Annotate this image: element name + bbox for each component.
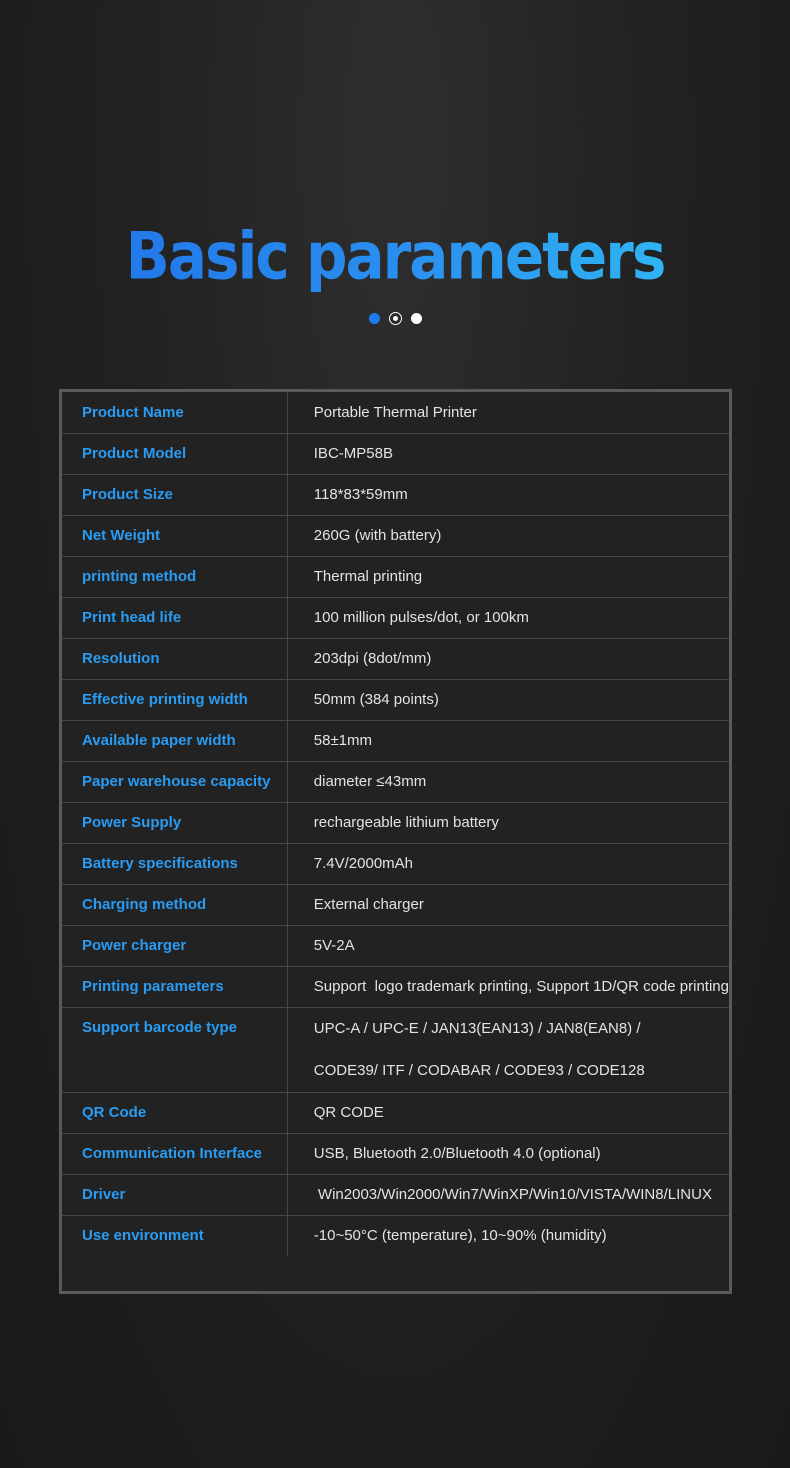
spec-label: Power charger [62, 925, 287, 966]
spec-label: Power Supply [62, 802, 287, 843]
spec-value: Thermal printing [287, 556, 729, 597]
spec-label: Net Weight [62, 515, 287, 556]
spec-label: Product Name [62, 392, 287, 433]
table-row [62, 925, 729, 966]
spec-value: IBC-MP58B [287, 433, 729, 474]
spec-value [287, 1007, 729, 1092]
page-title: Basic parameters [0, 213, 790, 298]
table-row [62, 392, 729, 433]
table-row [62, 802, 729, 843]
spec-value: 100 million pulses/dot, or 100km [287, 597, 729, 638]
spec-value: 203dpi (8dot/mm) [287, 638, 729, 679]
table-row [62, 1007, 729, 1092]
spec-value: External charger [287, 884, 729, 925]
spec-label: QR Code [62, 1092, 287, 1133]
spec-label: Print head life [62, 597, 287, 638]
spec-label: Available paper width [62, 720, 287, 761]
spec-label: Support barcode type [62, 1007, 287, 1092]
spec-label: Resolution [62, 638, 287, 679]
spec-label: Communication Interface [62, 1133, 287, 1174]
pagination-dot-active [369, 313, 380, 324]
spec-table-grid [62, 392, 729, 1256]
table-row [62, 1215, 729, 1256]
table-row [62, 720, 729, 761]
table-row [62, 638, 729, 679]
spec-table [59, 389, 732, 1294]
spec-label: Driver [62, 1174, 287, 1215]
spec-value-line-1: UPC-A / UPC-E / JAN13(EAN13) / JAN8(EAN8) / [313, 1019, 641, 1037]
spec-value: diameter ≤43mm [287, 761, 729, 802]
table-row [62, 761, 729, 802]
spec-label: Charging method [62, 884, 287, 925]
spec-value: -10~50°C (temperature), 10~90% (humidity) [313, 1227, 607, 1245]
table-row [62, 1133, 729, 1174]
spec-value: 260G (with battery) [287, 515, 729, 556]
spec-value: 5V-2A [287, 925, 729, 966]
spec-value: Portable Thermal Printer [287, 392, 729, 433]
table-row [62, 1092, 729, 1133]
spec-label: printing method [62, 556, 287, 597]
table-row [62, 884, 729, 925]
pagination-dots [0, 313, 790, 324]
table-row [62, 556, 729, 597]
spec-value: 118*83*59mm [287, 474, 729, 515]
spec-value-line-2: CODE39/ ITF / CODABAR / CODE93 / CODE128 [313, 1061, 645, 1079]
spec-value: 7.4V/2000mAh [287, 843, 729, 884]
spec-label: Product Size [62, 474, 287, 515]
table-row [62, 1174, 729, 1215]
spec-value: Support logo trademark printing, Support 1D/QR code printing [287, 966, 729, 1007]
spec-label: Paper warehouse capacity [62, 761, 287, 802]
spec-value: 58±1mm [287, 720, 729, 761]
spec-value: USB, Bluetooth 2.0/Bluetooth 4.0 (optional) [287, 1133, 729, 1174]
spec-value: rechargeable lithium battery [287, 802, 729, 843]
table-row [62, 474, 729, 515]
spec-label: Battery specifications [62, 843, 287, 884]
spec-label: Product Model [62, 433, 287, 474]
spec-value: 50mm (384 points) [287, 679, 729, 720]
table-row [62, 597, 729, 638]
spec-label: Printing parameters [62, 966, 287, 1007]
spec-label: Use environment [62, 1215, 287, 1256]
table-row [62, 433, 729, 474]
table-row [62, 679, 729, 720]
pagination-dot [411, 313, 422, 324]
spec-value: Win2003/Win2000/Win7/WinXP/Win10/VISTA/WIN8/LINUX [287, 1174, 729, 1215]
table-row [62, 966, 729, 1007]
pagination-dot-ring [390, 313, 401, 324]
table-row [62, 843, 729, 884]
table-row [62, 515, 729, 556]
spec-value: QR CODE [287, 1092, 729, 1133]
spec-label: Effective printing width [62, 679, 287, 720]
